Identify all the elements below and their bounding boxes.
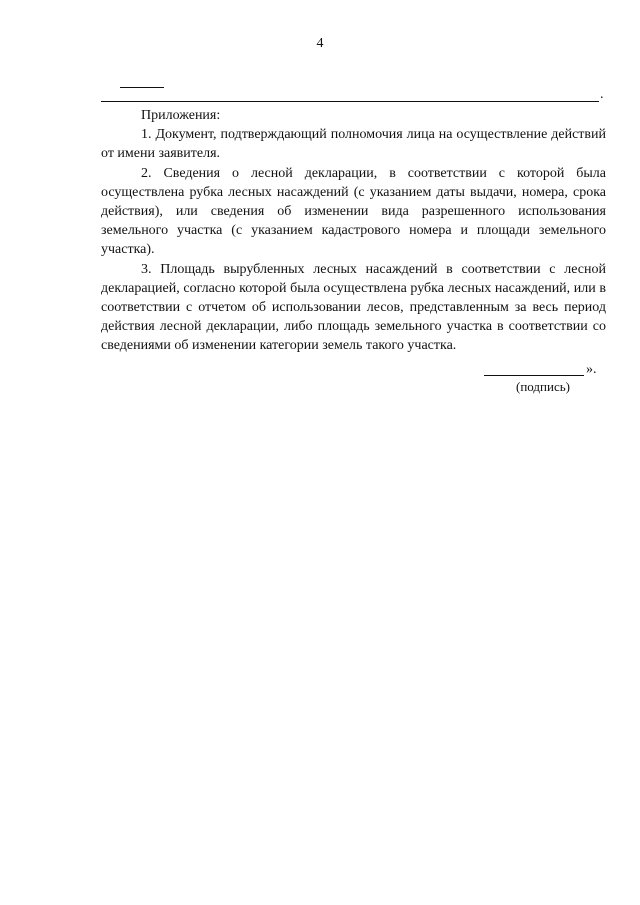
appendix-section <box>101 106 606 356</box>
appendix-item-3: 3. Площадь вырубленных лесных насаждений в соответствии с лесной декларацией, согласно которой была осуществлена рубка лесных насаждений, или в соответствии с отчетом об использовании лесов, представленным за весь период действия лесной декларации, либо площадь земельного участка в соответствии со сведениями об изменении категории земель такого участка. <box>101 261 606 354</box>
appendix-heading: Приложения: <box>141 108 221 123</box>
signature-line-row <box>470 363 610 379</box>
signature-block <box>470 362 610 394</box>
appendix-item-1: 1. Документ, подтверждающий полномочия лица на осуществление действий от имени заявителя. <box>101 127 606 162</box>
signature-end-mark: ». <box>586 362 597 377</box>
appendix-item-2: 2. Сведения о лесной декларации, в соответствии с которой была осуществлена рубка лесных насаждений (с указанием даты выдачи, номера, срока действия), или сведения об изменении вида разрешенного использования земельного участка (с указанием кадастрового номера и площади земельного участка). <box>101 165 606 258</box>
short-blank-line <box>120 87 164 88</box>
long-line-end-mark: . <box>600 87 604 102</box>
signature-line <box>484 375 584 376</box>
page-number: 4 <box>316 36 324 51</box>
long-blank-line <box>101 101 599 102</box>
signature-caption: (подпись) <box>516 379 570 394</box>
